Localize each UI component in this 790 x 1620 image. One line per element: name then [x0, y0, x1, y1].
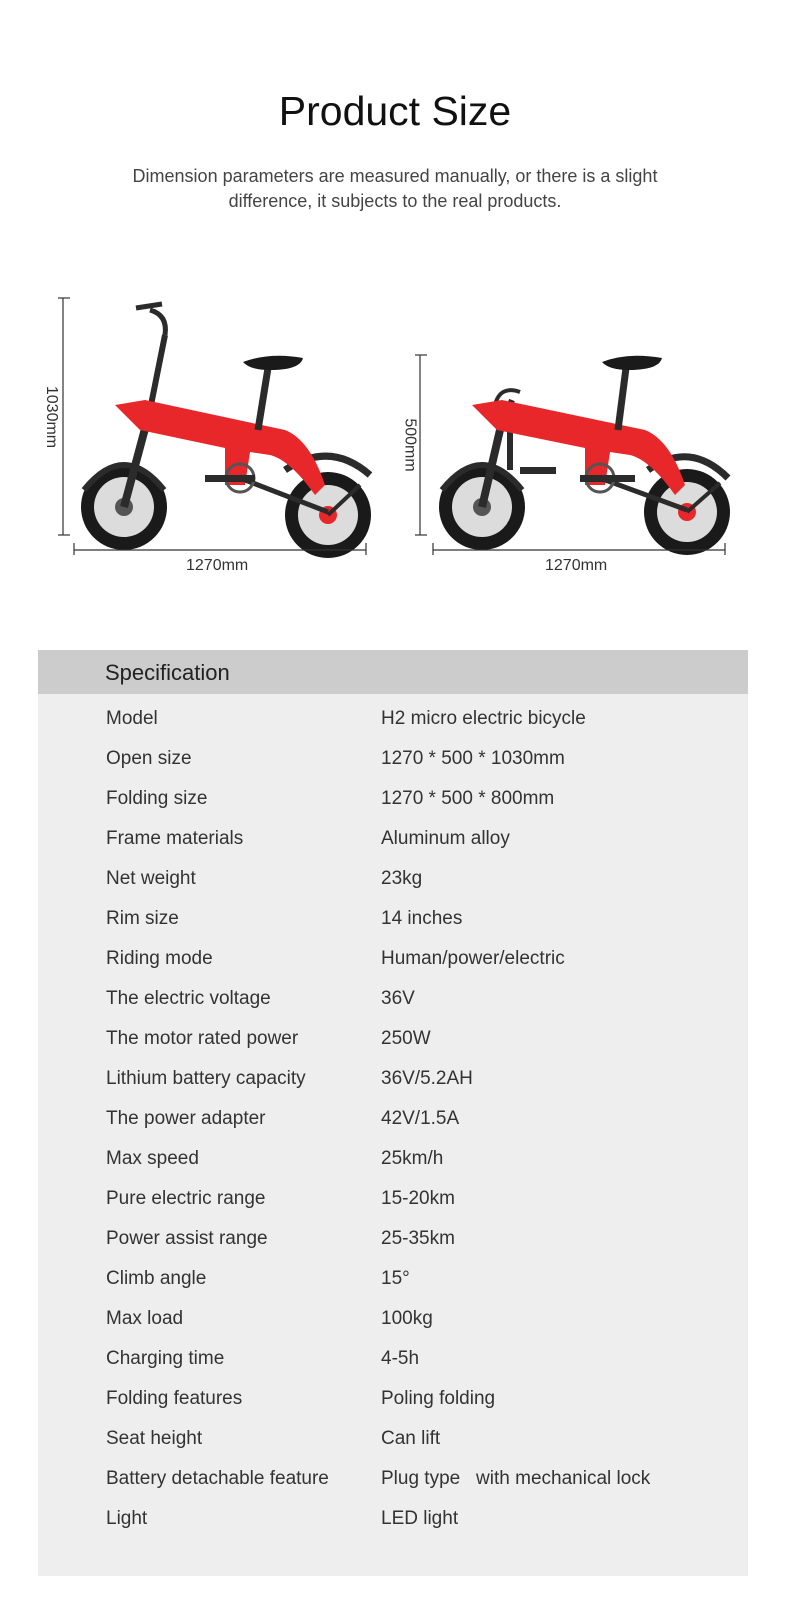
folded-length-label: 1270mm: [545, 557, 608, 574]
spec-row: [38, 702, 748, 742]
spec-row: [38, 1102, 748, 1142]
spec-row: [38, 1222, 748, 1262]
spec-value: 4-5h: [381, 1348, 420, 1369]
spec-key: Model: [106, 708, 158, 729]
spec-key: The power adapter: [106, 1108, 266, 1129]
specification-table: [38, 650, 748, 1576]
specification-heading: Specification: [105, 660, 230, 685]
spec-key: Power assist range: [106, 1228, 268, 1249]
spec-row: [38, 742, 748, 782]
page-subtitle: Dimension parameters are measured manually, or there is a slight difference, it subjects to the real products.: [132, 166, 658, 211]
spec-value: Human/power/electric: [381, 948, 565, 969]
spec-key: Max speed: [106, 1148, 199, 1169]
spec-key: The motor rated power: [106, 1028, 299, 1049]
spec-value: 25km/h: [381, 1148, 444, 1169]
spec-key: Open size: [106, 748, 192, 769]
spec-row: [38, 1262, 748, 1302]
spec-row: [38, 1062, 748, 1102]
spec-rows: [38, 702, 748, 1542]
spec-key: Pure electric range: [106, 1188, 266, 1209]
spec-value: 15-20km: [381, 1188, 455, 1209]
spec-value: Can lift: [381, 1428, 441, 1449]
spec-value: 1270 * 500 * 800mm: [381, 788, 555, 809]
spec-value: 25-35km: [381, 1228, 455, 1249]
spec-key: Charging time: [106, 1348, 225, 1369]
spec-value: H2 micro electric bicycle: [381, 708, 586, 729]
spec-row: [38, 1022, 748, 1062]
spec-value: 100kg: [381, 1308, 433, 1329]
page-title: Product Size: [278, 88, 512, 134]
spec-value: Plug type with mechanical lock: [381, 1468, 651, 1489]
spec-key: The electric voltage: [106, 988, 271, 1009]
spec-key: Net weight: [106, 868, 196, 889]
spec-key: Frame materials: [106, 828, 244, 849]
spec-row: [38, 822, 748, 862]
spec-value: 36V: [381, 988, 415, 1009]
spec-key: Folding size: [106, 788, 208, 809]
spec-key: Climb angle: [106, 1268, 207, 1289]
spec-value: 250W: [381, 1028, 431, 1049]
spec-key: Rim size: [106, 908, 179, 929]
open-bike-image: [81, 304, 371, 558]
bike-illustrations: [0, 290, 790, 610]
spec-row: [38, 1382, 748, 1422]
spec-row: [38, 1142, 748, 1182]
spec-key: Battery detachable feature: [106, 1468, 329, 1489]
spec-value: 1270 * 500 * 1030mm: [381, 748, 565, 769]
spec-row: [38, 982, 748, 1022]
specification-header: [38, 650, 748, 694]
spec-value: 15°: [381, 1268, 410, 1289]
spec-value: Poling folding: [381, 1388, 496, 1409]
spec-value: 14 inches: [381, 908, 463, 929]
spec-key: Light: [106, 1508, 148, 1529]
spec-row: [38, 1462, 748, 1502]
folded-bike-image: [439, 356, 730, 555]
spec-key: Lithium battery capacity: [106, 1068, 306, 1089]
spec-value: Aluminum alloy: [381, 828, 510, 849]
spec-row: [38, 1302, 748, 1342]
spec-value: 23kg: [381, 868, 423, 889]
spec-row: [38, 1422, 748, 1462]
spec-row: [38, 782, 748, 822]
spec-row: [38, 902, 748, 942]
open-length-label: 1270mm: [186, 557, 249, 574]
spec-row: [38, 1502, 748, 1542]
spec-key: Riding mode: [106, 948, 213, 969]
spec-row: [38, 1182, 748, 1222]
spec-key: Folding features: [106, 1388, 243, 1409]
spec-value: 36V/5.2AH: [381, 1068, 473, 1089]
product-size-diagram: [0, 290, 790, 610]
spec-row: [38, 862, 748, 902]
spec-row: [38, 1342, 748, 1382]
spec-key: Seat height: [106, 1428, 203, 1449]
folded-height-label: 500mm: [401, 418, 419, 472]
spec-value: 42V/1.5A: [381, 1108, 460, 1129]
spec-value: LED light: [381, 1508, 459, 1529]
spec-row: [38, 942, 748, 982]
spec-key: Max load: [106, 1308, 184, 1329]
open-height-label: 1030mm: [43, 385, 61, 449]
